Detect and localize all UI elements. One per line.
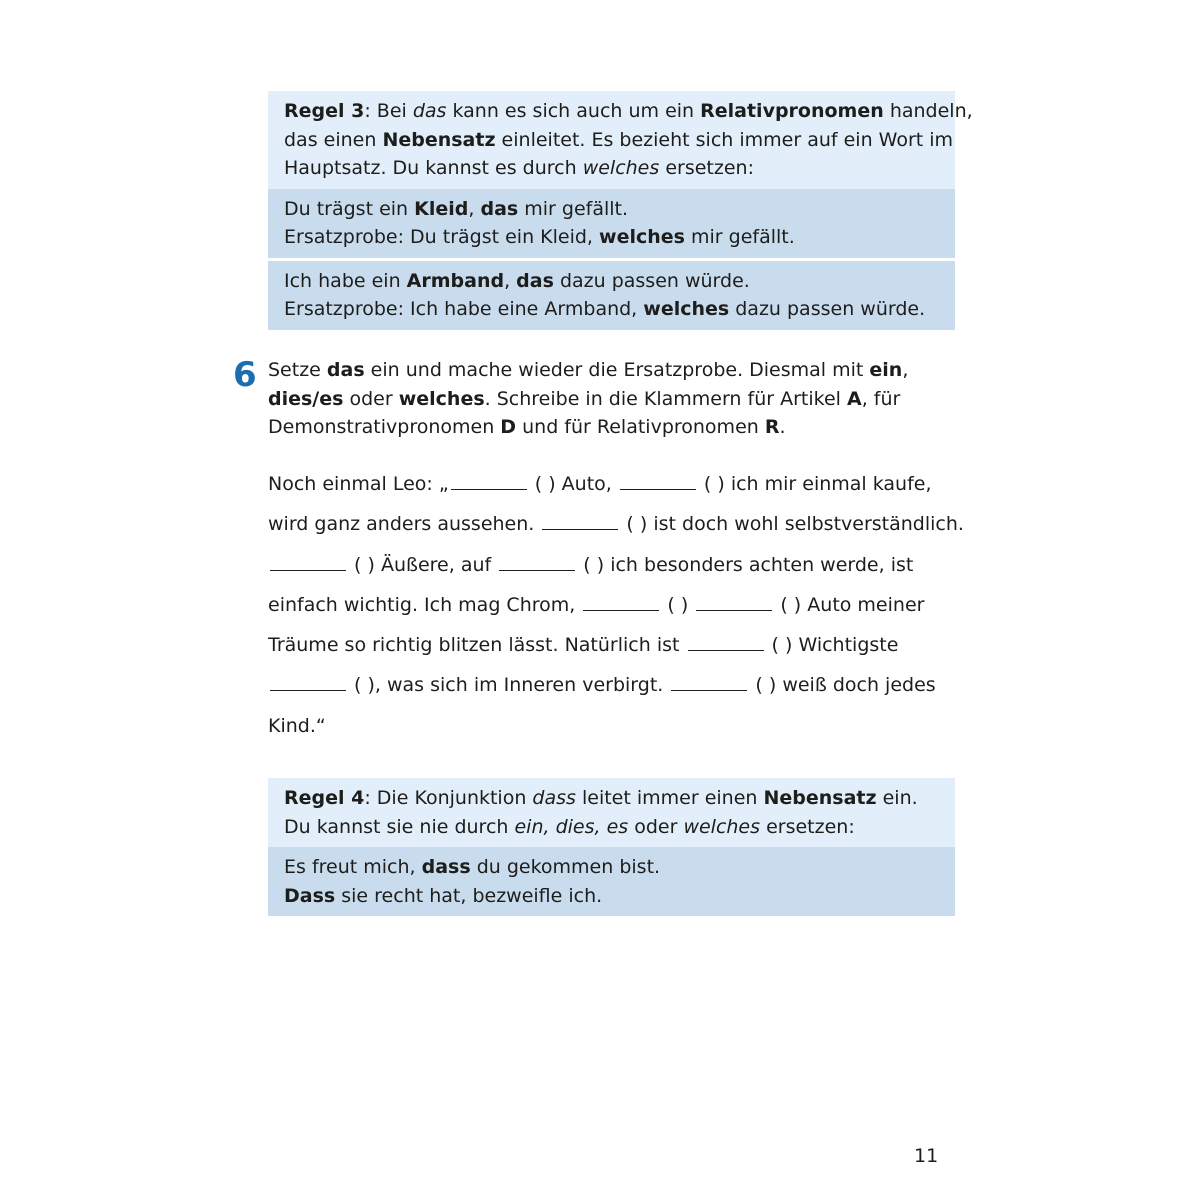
text: welches (398, 387, 485, 410)
answer-blank[interactable] (451, 488, 527, 490)
answer-bracket[interactable]: ( ) (354, 674, 375, 697)
page-number: 11 (914, 1145, 939, 1167)
text: das einen (284, 128, 383, 151)
text: Träume so richtig blitzen lässt. Natürlich ist (268, 634, 686, 657)
text: Noch einmal Leo: „ (268, 473, 449, 495)
rule-3-example-1 (268, 189, 955, 258)
rule-4-text (268, 778, 955, 847)
text: kann es sich auch um ein (446, 100, 701, 122)
task-number: 6 (233, 355, 257, 395)
text: Es freut mich, (284, 856, 422, 878)
rule-3-line-2 (284, 126, 954, 155)
text: A (846, 387, 862, 410)
text: dazu passen würde. (553, 269, 750, 292)
text: Kleid (414, 197, 469, 220)
text: : Bei (364, 100, 413, 122)
answer-blank[interactable] (542, 528, 618, 530)
text: welches (683, 815, 761, 838)
text: Dass (284, 884, 336, 907)
rule-3-label: Regel 3 (284, 100, 365, 122)
task-instructions (268, 356, 968, 442)
example-sentence (284, 195, 941, 224)
answer-bracket[interactable]: ( ) (667, 593, 689, 616)
text: Setze (268, 359, 327, 381)
text: ersetzen: (760, 815, 855, 838)
text: ein, dies, es (514, 815, 629, 838)
answer-bracket[interactable]: ( ) (755, 674, 777, 697)
answer-blank[interactable] (583, 609, 659, 611)
text: ein (869, 359, 903, 381)
text: mir gefällt. (684, 226, 795, 248)
task-line-3 (268, 413, 968, 442)
text: . (779, 416, 786, 438)
text: ein. (876, 787, 918, 809)
answer-bracket[interactable]: ( ) (780, 593, 802, 616)
answer-blank[interactable] (499, 569, 575, 571)
text: welches (599, 226, 685, 248)
text: Du kannst sie nie durch (284, 815, 515, 838)
text: Hauptsatz. Du kannst es durch (284, 157, 583, 179)
text: Du trägst ein (284, 197, 415, 220)
answer-blank[interactable] (688, 649, 764, 651)
text: das (326, 359, 365, 381)
answer-bracket[interactable]: ( ) (771, 634, 793, 657)
example-sentence (284, 882, 941, 911)
rule-3-line-3 (284, 154, 941, 183)
answer-blank[interactable] (270, 689, 346, 691)
text: das (480, 197, 519, 220)
text: dass (421, 856, 471, 878)
text: Armband (406, 269, 505, 292)
text: das (516, 269, 554, 292)
text: , (902, 359, 909, 381)
text: ich besonders achten werde, ist (604, 553, 914, 576)
text: dies/es (268, 387, 344, 410)
text: weiß doch jedes (776, 674, 936, 697)
answer-blank[interactable] (620, 488, 696, 490)
text: wird ganz anders aussehen. (268, 513, 541, 536)
rule-4-label: Regel 4 (284, 787, 365, 809)
text: Auto meiner (801, 593, 925, 616)
cloze-line-4 (268, 585, 968, 625)
text: das (412, 100, 447, 122)
cloze-text (268, 464, 968, 746)
answer-blank[interactable] (671, 689, 747, 691)
answer-bracket[interactable]: ( ) (534, 473, 556, 495)
text: einfach wichtig. Ich mag Chrom, (268, 593, 582, 616)
text: Nebensatz (763, 787, 877, 809)
text: mir gefällt. (518, 197, 629, 220)
text: oder (343, 387, 399, 410)
text: ich mir einmal kaufe, (724, 473, 932, 495)
text: , was sich im Inneren verbirgt. (374, 674, 670, 697)
rule-3-line-1 (284, 97, 973, 126)
text: Auto, (555, 473, 618, 495)
example-substitution (284, 223, 941, 252)
text: ersetzen: (659, 157, 754, 179)
answer-blank[interactable] (270, 569, 346, 571)
text: : Die Konjunktion (364, 787, 533, 809)
cloze-line-3 (268, 545, 968, 585)
cloze-line-1 (268, 464, 968, 504)
rule-3-box (268, 91, 973, 330)
text: dass (532, 787, 576, 809)
rule-4-box (268, 778, 955, 916)
cloze-line-7: Kind.“ (268, 714, 326, 737)
rule-3-text (268, 91, 973, 189)
answer-bracket[interactable]: ( ) (626, 513, 648, 536)
example-substitution (284, 295, 941, 324)
example-sentence (284, 267, 941, 296)
text: , (468, 197, 481, 220)
text: Ich habe ein (284, 269, 407, 292)
text: leitet immer einen (575, 787, 764, 809)
text: und für Relativpronomen (516, 416, 765, 438)
answer-bracket[interactable]: ( ) (354, 553, 375, 576)
text: welches (643, 298, 730, 320)
text: ist doch wohl selbstverständlich. (647, 513, 964, 536)
text: einleitet. Es bezieht sich immer auf ein Wort im (495, 128, 954, 151)
text: D (500, 416, 517, 438)
text: Ersatzprobe: Ich habe eine Armband, (284, 298, 644, 320)
text: Äußere, auf (374, 553, 498, 576)
text: Nebensatz (382, 128, 496, 151)
cloze-line-6 (268, 665, 968, 705)
text: Demonstrativpronomen (268, 416, 501, 438)
task-line-1 (268, 356, 968, 385)
text: oder (628, 815, 684, 838)
text: welches (582, 157, 660, 179)
cloze-line-2 (268, 504, 968, 544)
text: Wichtigste (792, 634, 899, 657)
cloze-line-5 (268, 625, 968, 665)
rule-4-line-1 (284, 784, 941, 813)
example-sentence (284, 853, 941, 882)
text: , für (861, 387, 901, 410)
answer-blank[interactable] (696, 609, 772, 611)
text: Ersatzprobe: Du trägst ein Kleid, (284, 226, 600, 248)
text: du gekommen bist. (470, 856, 661, 878)
text: R (764, 416, 780, 438)
answer-bracket[interactable]: ( ) (583, 553, 605, 576)
rule-3-example-2 (268, 258, 955, 330)
text: . Schreibe in die Klammern für Artikel (484, 387, 847, 410)
rule-4-example (268, 847, 955, 916)
text: , (504, 269, 517, 292)
task-line-2 (268, 385, 968, 414)
rule-4-line-2 (284, 813, 941, 842)
text: ein und mache wieder die Ersatzprobe. Diesmal mit (364, 359, 870, 381)
text: Relativpronomen (700, 100, 884, 122)
text: sie recht hat, bezweifle ich. (335, 884, 603, 907)
answer-bracket[interactable]: ( ) (703, 473, 725, 495)
text: dazu passen würde. (729, 298, 926, 320)
text: handeln, (883, 100, 973, 122)
